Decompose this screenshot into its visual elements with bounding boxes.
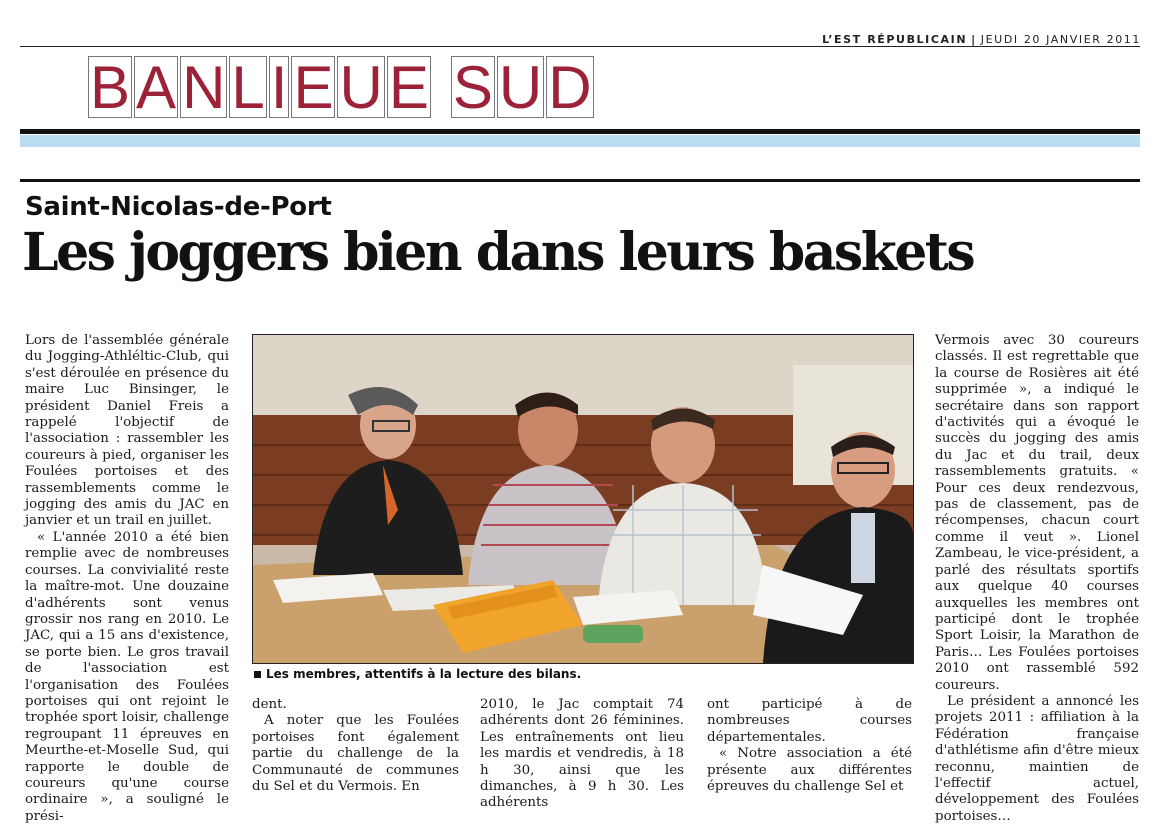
section-title-letter: N: [182, 54, 226, 121]
article-paragraph: Lors de l'assemblée générale du Jogging-Athléltic-Club, qui s'est déroulée en présence du maire Luc Binsinger, le président Daniel Freis a rappelé l'objectif de l'association : rassembler les coureurs à pied, organiser les Foulées portoises et des rassemblements comme le jogging des amis du JAC en janvier et un trail en juillet.: [25, 333, 229, 529]
article-paragraph: « L'année 2010 a été bien remplie avec de nombreuses courses. La convivialité reste la maître-mot. Une douzaine d'adhérents sont venus grossir nos rang en 2010. Le JAC, qui a 15 ans d'existence, se porte bien. Le gros travail de l'association est l'organisation des Foulées portoises qui ont rejoint le trophée sport loisir, challenge regroupant 11 épreuves en Meurthe-et-Moselle Sud, qui rapporte le double de coureurs qu'une course ordinaire », a souligné le prési-: [25, 529, 229, 824]
section-title-word: [88, 54, 433, 121]
article-paragraph: Vermois avec 30 coureurs classés. Il est regrettable que la course de Rosières ait été supprimée », a indiqué le secrétaire dans son rapport d'activités qui a évoqué le succès du jogging des amis du Jac et du trail, deux rassemblements gratuits. « Pour ces deux rendezvous, pas de classement, pas de récompenses, chacun court comme il veut ». Lionel Zambeau, le vice-président, a parlé des résultats sportifs aux quelque 40 courses auxquelles les membres ont participé dont le trophée Sport Loisir, la Marathon de Paris… Les Foulées portoises 2010 ont rassemblé 592 coureurs.: [935, 333, 1139, 693]
article-paragraph: A noter que les Foulées portoises font également partie du challenge de la Communauté de communes du Sel et du Vermois. En: [252, 713, 459, 795]
article-paragraph: ont participé à de nombreuses courses départementales.: [707, 697, 912, 745]
section-title: [88, 54, 596, 121]
article-paragraph: dent.: [252, 697, 287, 712]
photo-illustration: [253, 335, 913, 663]
section-title-letter: S: [452, 54, 493, 121]
section-title-letter: I: [270, 54, 288, 121]
text-column-5: [935, 333, 1139, 824]
section-title-letter: B: [90, 54, 131, 121]
section-title-letter: U: [498, 54, 543, 121]
publication-date: JEUDI 20 JANVIER 2011: [980, 33, 1141, 46]
photo-caption: [254, 667, 581, 681]
article-paragraph: Le président a annoncé les projets 2011 : affiliation à la Fédération française d'athlétisme afin d'être mieux reconnu, maintien de l'effectif actuel, développement des Foulées portoises…: [935, 693, 1139, 824]
article-kicker: Saint-Nicolas-de-Port: [25, 192, 332, 222]
article-photo: [252, 334, 914, 664]
masthead-rule: [20, 46, 1140, 47]
text-column-4: [707, 697, 912, 801]
text-column-2: [252, 697, 459, 801]
section-title-letter: L: [231, 54, 265, 121]
section-title-letter: A: [136, 54, 177, 121]
masthead: [822, 33, 1141, 46]
masthead-separator: |: [971, 33, 977, 46]
article-headline: Les joggers bien dans leurs baskets: [22, 222, 974, 283]
section-rule-black: [20, 129, 1140, 134]
article-paragraph: 2010, le Jac comptait 74 adhérents dont 26 féminines. Les entraînements ont lieu les mardis et vendredis, à 18 h 30, ainsi que les dimanches, à 9 h 30. Les adhérents: [480, 697, 684, 811]
section-title-letter: E: [388, 54, 429, 121]
caption-bullet: [254, 671, 261, 678]
section-title-letter: E: [293, 54, 334, 121]
text-column-3: [480, 697, 684, 811]
article-paragraph: « Notre association a été présente aux différentes épreuves du challenge Sel et: [707, 746, 912, 795]
section-band-blue: [20, 135, 1140, 147]
article-top-rule: [20, 179, 1140, 182]
text-column-1: [25, 333, 229, 824]
section-title-letter: U: [339, 54, 383, 121]
caption-text: Les membres, attentifs à la lecture des bilans.: [266, 667, 582, 681]
section-title-letter: D: [548, 54, 592, 121]
publication-name: L’EST RÉPUBLICAIN: [822, 33, 968, 46]
section-title-word: [451, 54, 596, 121]
